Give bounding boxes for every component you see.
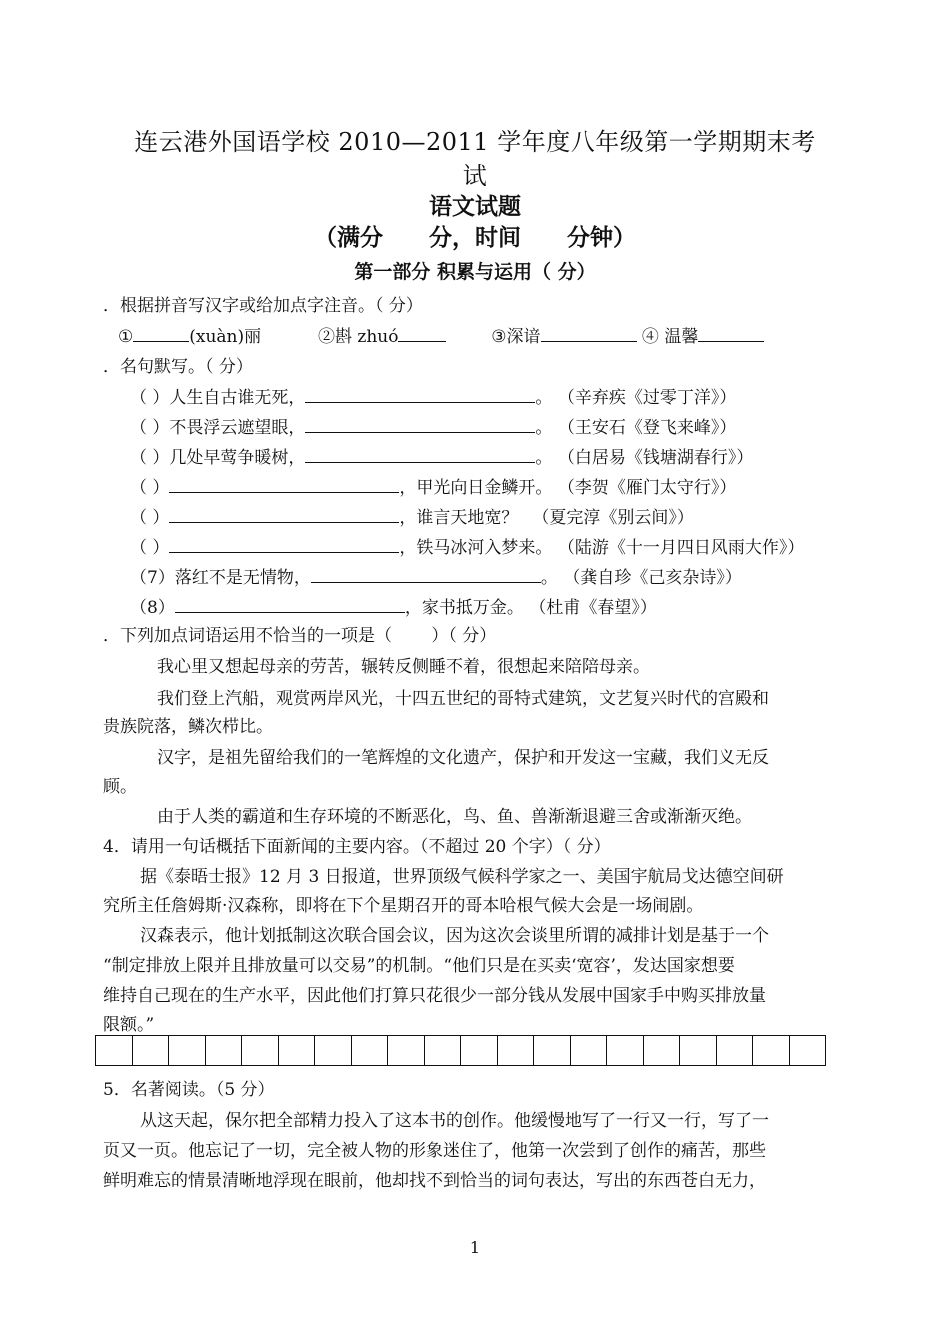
q2-line-post: 。	[535, 448, 553, 468]
page-number: 1	[469, 1238, 481, 1257]
answer-blank[interactable]	[175, 598, 405, 613]
q1-items	[118, 322, 764, 347]
q5-text-line3: 鲜明难忘的情景清晰地浮现在眼前，他却找不到恰当的词句表达，写出的东西苍白无力，	[103, 1171, 766, 1191]
q2-line-num: （ ）	[130, 478, 170, 498]
q2-line	[130, 503, 694, 528]
q4-p2-line4: 限额。”	[103, 1015, 155, 1035]
answer-blank[interactable]	[305, 448, 535, 463]
q2-line-num: （8）	[130, 598, 175, 618]
subject-title: 语文试题	[429, 194, 521, 220]
q2-line	[130, 383, 736, 408]
answer-blank[interactable]	[311, 568, 541, 583]
answer-blank[interactable]	[398, 327, 446, 342]
q2-line-num: （ ）	[130, 508, 170, 528]
q3-stem: ．下列加点词语运用不恰当的一项是（ ）（ 分）	[103, 626, 497, 646]
q1-item3-text: ③深谙	[491, 327, 541, 347]
answer-blank[interactable]	[698, 327, 764, 342]
q1-stem: ．根据拼音写汉字或给加点字注音。（ 分）	[103, 296, 423, 316]
q2-line	[130, 413, 736, 438]
q5-text-line1: 从这天起，保尔把全部精力投入了这本书的创作。他缓慢地写了一行又一行，写了一	[140, 1111, 769, 1131]
q3-option-c-line1: 汉字，是祖先留给我们的一笔辉煌的文化遗产，保护和开发这一宝藏，我们义无反	[157, 748, 769, 768]
q2-line-post: 。	[535, 388, 553, 408]
q2-line	[130, 443, 753, 468]
q4-p1-line1: 据《泰晤士报》12 月 3 日报道，世界顶级气候科学家之一、美国宇航局戈达德空间研	[140, 867, 784, 887]
q2-line-source: （辛弃疾《过零丁洋》）	[566, 388, 737, 408]
q2-line-post: ，铁马冰河入梦来。	[399, 538, 553, 558]
q2-line-source: （夏完淳《别云间》）	[532, 508, 694, 528]
score-time: （满分 分，时间 分钟）	[314, 225, 636, 251]
q3-option-d: 由于人类的霸道和生存环境的不断恶化，鸟、鱼、兽渐渐退避三舍或渐渐灭绝。	[157, 807, 752, 827]
q2-line-post: ，甲光向日金鳞开。	[399, 478, 553, 498]
q2-line-source: （陆游《十一月四日风雨大作》）	[566, 538, 805, 558]
q1-item4-text: ④ 温馨	[641, 327, 699, 347]
q2-stem: ．名句默写。（ 分）	[103, 357, 253, 377]
q2-line-source: （李贺《雁门太守行》）	[566, 478, 737, 498]
q2-line-pre: 不畏浮云遮望眼，	[169, 418, 306, 438]
q2-line-num: （ ）	[130, 448, 170, 468]
answer-blank[interactable]	[541, 327, 637, 342]
q1-item1-num: ①	[118, 327, 134, 347]
q3-option-a: 我心里又想起母亲的劳苦，辗转反侧睡不着，很想起来陪陪母亲。	[157, 657, 650, 677]
q2-line	[130, 533, 804, 558]
q5-stem: 5．名著阅读。（5 分）	[103, 1080, 275, 1100]
answer-blank[interactable]	[305, 388, 535, 403]
answer-grid[interactable]	[95, 1035, 826, 1066]
q2-line-post: 。	[535, 418, 553, 438]
q3-option-b-line2: 贵族院落，鳞次栉比。	[103, 717, 273, 737]
q4-p2-line2: “制定排放上限并且排放量可以交易”的机制。“他们只是在买卖‘宽容’，发达国家想要	[103, 956, 735, 976]
q2-line	[130, 473, 736, 498]
part1-heading: 第一部分 积累与运用（ 分）	[354, 261, 596, 283]
q2-line-pre: 几处早莺争暖树，	[169, 448, 306, 468]
q2-line-num: （7）	[130, 568, 175, 588]
q4-stem: 4．请用一句话概括下面新闻的主要内容。（不超过 20 个字）（ 分）	[103, 837, 611, 857]
q5-text-line2: 页又一页。他忘记了一切，完全被人物的形象迷住了，他第一次尝到了创作的痛苦，那些	[103, 1141, 766, 1161]
answer-blank[interactable]	[169, 478, 399, 493]
q2-line	[130, 593, 657, 618]
q2-line-num: （ ）	[130, 418, 170, 438]
q1-item2-text: ②斟 zhuó	[317, 327, 399, 347]
q2-line-num: （ ）	[130, 388, 170, 408]
q4-p2-line1: 汉森表示，他计划抵制这次联合国会议，因为这次会谈里所谓的减排计划是基于一个	[140, 926, 769, 946]
q2-line-source: （龚自珍《己亥杂诗》）	[571, 568, 742, 588]
q2-line-post: 。	[540, 568, 558, 588]
q2-line-post: ，谁言天地宽？	[399, 508, 519, 528]
q1-item1-text: (xuàn)丽	[189, 327, 262, 347]
q4-p2-line3: 维持自己现在的生产水平，因此他们打算只花很少一部分钱从发展中国家手中购买排放量	[103, 986, 766, 1006]
q2-line-pre: 落红不是无情物，	[174, 568, 311, 588]
q3-option-c-line2: 顾。	[103, 777, 137, 797]
title-line2: 试	[462, 162, 488, 190]
q2-line-pre: 人生自古谁无死，	[169, 388, 306, 408]
title-line1: 连云港外国语学校 2010—2011 学年度八年级第一学期期末考	[134, 128, 816, 156]
q2-line-source: （白居易《钱塘湖春行》）	[566, 448, 754, 468]
q3-option-b-line1: 我们登上汽船，观赏两岸风光，十四五世纪的哥特式建筑，文艺复兴时代的宫殿和	[157, 689, 769, 709]
q2-line-num: （ ）	[130, 538, 170, 558]
q2-line-source: （王安石《登飞来峰》）	[566, 418, 737, 438]
answer-blank[interactable]	[169, 508, 399, 523]
q4-p1-line2: 究所主任詹姆斯·汉森称，即将在下个星期召开的哥本哈根气候大会是一场闹剧。	[103, 896, 704, 916]
answer-blank[interactable]	[169, 538, 399, 553]
answer-blank[interactable]	[305, 418, 535, 433]
q2-line-source: （杜甫《春望》）	[537, 598, 657, 618]
q2-line-post: ，家书抵万金。	[404, 598, 524, 618]
q2-line	[130, 563, 742, 588]
answer-blank[interactable]	[133, 327, 189, 342]
